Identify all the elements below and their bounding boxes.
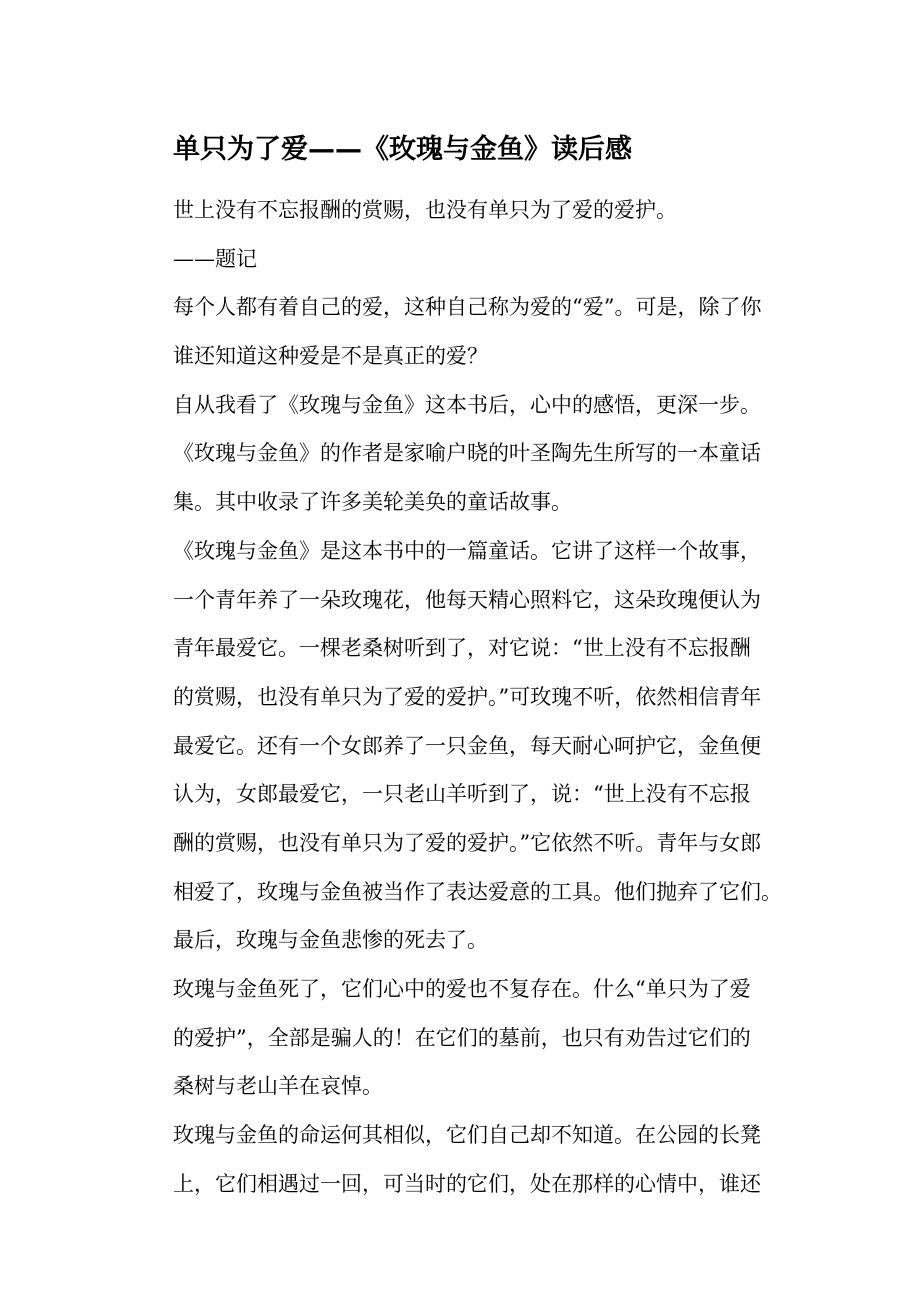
text-line: 玫瑰与金鱼的命运何其相似，它们自己却不知道。在公园的长凳 xyxy=(173,1123,761,1148)
text-line: 谁还知道这种爱是不是真正的爱？ xyxy=(173,344,488,369)
text-line: 认为，女郎最爱它，一只老山羊听到了，说：“世上没有不忘报 xyxy=(173,782,751,807)
text-line: 一个青年养了一朵玫瑰花，他每天精心照料它，这朵玫瑰便认为 xyxy=(173,587,761,612)
text-line: 青年最爱它。一棵老桑树听到了，对它说：“世上没有不忘报酬 xyxy=(173,636,751,661)
text-line: 桑树与老山羊在哀悼。 xyxy=(173,1074,383,1099)
text-line: 上，它们相遇过一回，可当时的它们，处在那样的心情中，谁还 xyxy=(173,1171,761,1196)
text-line: 最后，玫瑰与金鱼悲惨的死去了。 xyxy=(173,928,488,953)
text-line: ——题记 xyxy=(173,246,257,271)
text-line: 的赏赐，也没有单只为了爱的爱护。”可玫瑰不听，依然相信青年 xyxy=(173,684,762,709)
text-line: 集。其中收录了许多美轮美奂的童话故事。 xyxy=(173,490,572,515)
document-body xyxy=(173,188,793,1210)
text-line: 自从我看了《玫瑰与金鱼》这本书后，心中的感悟，更深一步。 xyxy=(173,392,761,417)
text-line: 《玫瑰与金鱼》是这本书中的一篇童话。它讲了这样一个故事， xyxy=(173,538,761,563)
text-line: 世上没有不忘报酬的赏赐，也没有单只为了爱的爱护。 xyxy=(173,198,677,222)
text-line: 《玫瑰与金鱼》的作者是家喻户晓的叶圣陶先生所写的一本童话 xyxy=(173,441,761,466)
text-line: 的爱护”，全部是骗人的！在它们的墓前，也只有劝告过它们的 xyxy=(173,1025,751,1050)
text-line: 玫瑰与金鱼死了，它们心中的爱也不复存在。什么“单只为了爱 xyxy=(173,977,751,1001)
document-title: 单只为了爱——《玫瑰与金鱼》读后感 xyxy=(173,134,632,165)
text-line: 最爱它。还有一个女郎养了一只金鱼，每天耐心呵护它，金鱼便 xyxy=(173,733,761,758)
text-line: 酬的赏赐，也没有单只为了爱的爱护。”它依然不听。青年与女郎 xyxy=(173,830,762,855)
text-line: 每个人都有着自己的爱，这种自己称为爱的“爱”。可是，除了你 xyxy=(173,295,762,320)
text-line: 相爱了，玫瑰与金鱼被当作了表达爱意的工具。他们抛弃了它们。 xyxy=(173,879,782,904)
